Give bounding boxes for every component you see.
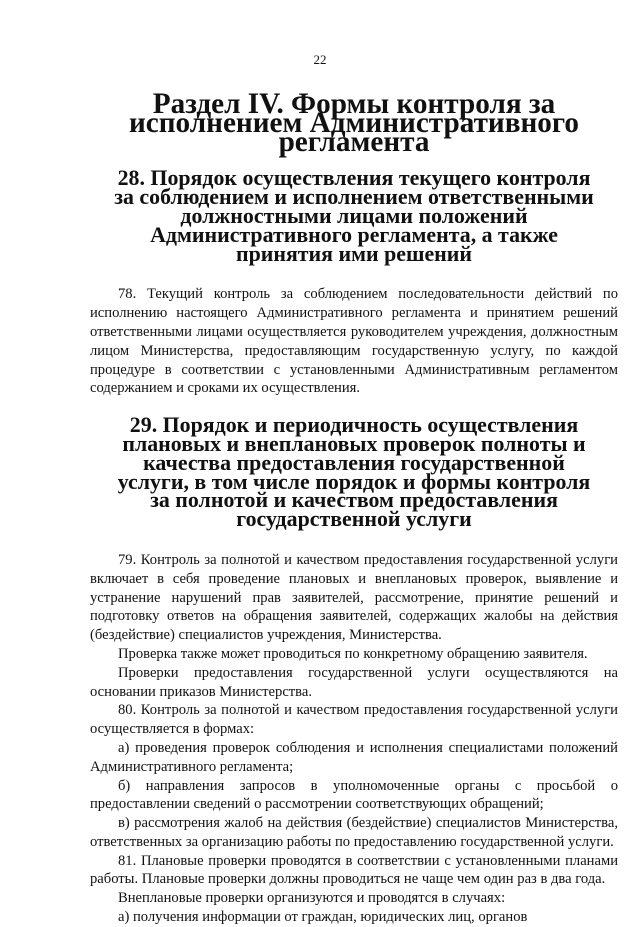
paragraph-79: 79. Контроль за полнотой и качеством предоставления государственной услуги включает в себя проведение плановых и внеплановых проверок, выявление и устранение нарушений прав заявителей, рассмотрение, принятие решений и подготовку ответов на обращения заявителей, содержащих жалобы на действия (бездействие) специалистов учреждения, Министерства. [90,551,618,644]
subsection-28-title: 28. Порядок осуществления текущего контроля за соблюдением и исполнением ответственными должностными лицами положений Административного регламента, а также принятия ими решений [114,165,594,266]
section-title: Раздел IV. Формы контроля за исполнением Административного регламента [128,88,580,158]
paragraph-81: 81. Плановые проверки проводятся в соответствии с установленными планами работы. Плановые проверки должны проводиться не чаще чем один раз в два года. [90,852,618,888]
subsection-29-title: 29. Порядок и периодичность осуществления плановых и внеплановых проверок полноты и качества предоставления государственной услуги, в том числе порядок и формы контроля за полнотой и качеством предоставления государственной услуги [117,412,591,532]
page-number: 22 [313,52,327,67]
paragraph-check-orders: Проверки предоставления государственной услуги осуществляются на основании приказов Министерства. [90,664,618,700]
paragraph-check-request: Проверка также может проводиться по конкретному обращению заявителя. [118,645,588,662]
list-item-a: а) проведения проверок соблюдения и исполнения специалистами положений Административного регламента; [90,739,618,775]
paragraph-80: 80. Контроль за полнотой и качеством предоставления государственной услуги осуществляется в формах: [90,702,618,738]
list-item-a-unscheduled: а) получения информации от граждан, юридических лиц, органов [118,909,528,926]
list-item-b: б) направления запросов в уполномоченные органы с просьбой о предоставлении сведений о рассмотрении соответствующих обращений; [90,777,618,813]
document-body [90,88,618,927]
list-item-v: в) рассмотрения жалоб на действия (бездействие) специалистов Министерства, ответственных за организацию работы по предоставлению государственной услуги. [90,815,618,850]
paragraph-78: 78. Текущий контроль за соблюдением последовательности действий по исполнению настоящего Административного регламента и принятием решений ответственными лицами осуществляется руководителем учреждения, должностным лицом Министерства, предоставляющим государственную услугу, по каждой процедуре в соответствии с установленными Административным регламентом содержанием и сроками их осуществления. [90,286,618,397]
paragraph-unscheduled: Внеплановые проверки организуются и проводятся в случаях: [118,890,506,907]
